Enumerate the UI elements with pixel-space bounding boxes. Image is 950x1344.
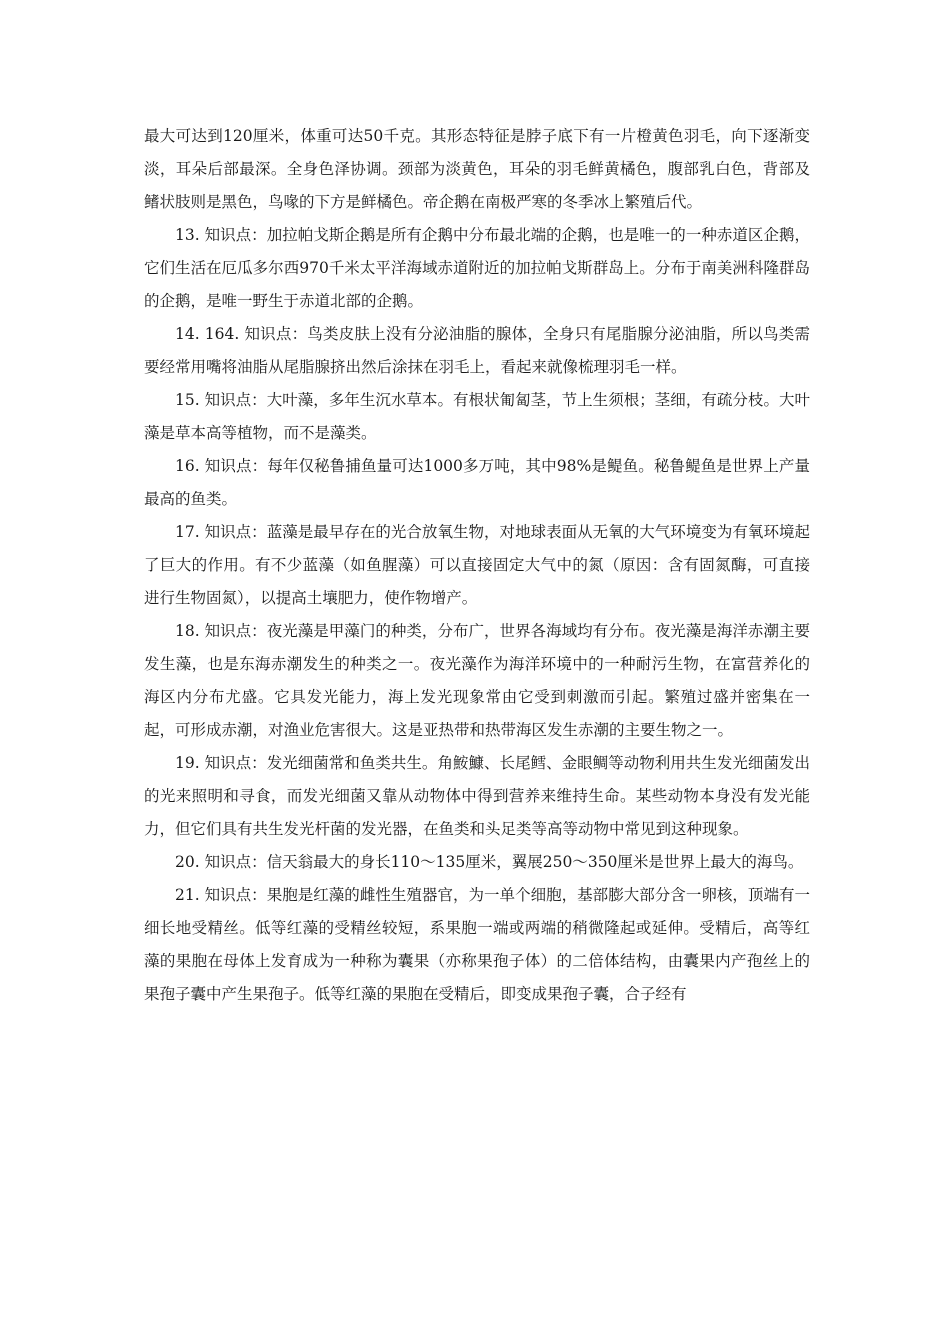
paragraph-19: 19. 知识点：发光细菌常和鱼类共生。角鮟鱇、长尾鳕、金眼鲷等动物利用共生发光细菌发出的光来照明和寻食，而发光细菌又靠从动物体中得到营养来维持生命。某些动物本身没有发光能力，但它们具有共生发光杆菌的发光器，在鱼类和头足类等高等动物中常见到这种现象。 xyxy=(144,754,810,838)
paragraph-15: 15. 知识点：大叶藻，多年生沉水草本。有根状匍匐茎，节上生须根；茎细，有疏分枝。大叶藻是草本高等植物，而不是藻类。 xyxy=(144,391,810,442)
paragraph-18: 18. 知识点：夜光藻是甲藻门的种类，分布广，世界各海域均有分布。夜光藻是海洋赤潮主要发生藻，也是东海赤潮发生的种类之一。夜光藻作为海洋环境中的一种耐污生物，在富营养化的海区内分布尤盛。它具发光能力，海上发光现象常由它受到刺激而引起。繁殖过盛并密集在一起，可形成赤潮，对渔业危害很大。这是亚热带和热带海区发生赤潮的主要生物之一。 xyxy=(144,622,810,739)
paragraph-14: 14. 164. 知识点：鸟类皮肤上没有分泌油脂的腺体，全身只有尾脂腺分泌油脂，所以鸟类需要经常用嘴将油脂从尾脂腺挤出然后涂抹在羽毛上，看起来就像梳理羽毛一样。 xyxy=(144,325,810,376)
paragraph-13: 13. 知识点：加拉帕戈斯企鹅是所有企鹅中分布最北端的企鹅，也是唯一的一种赤道区企鹅，它们生活在厄瓜多尔西970千米太平洋海域赤道附近的加拉帕戈斯群岛上。分布于南美洲科隆群岛的企鹅，是唯一野生于赤道北部的企鹅。 xyxy=(144,226,810,310)
paragraph-21: 21. 知识点：果胞是红藻的雌性生殖器官，为一单个细胞，基部膨大部分含一卵核，顶端有一细长地受精丝。低等红藻的受精丝较短，系果胞一端或两端的稍微隆起或延伸。受精后，高等红藻的果胞在母体上发育成为一种称为囊果（亦称果孢子体）的二倍体结构，由囊果内产孢丝上的果孢子囊中产生果孢子。低等红藻的果胞在受精后，即变成果孢子囊，合子经有 xyxy=(144,886,810,1003)
paragraph-continuation: 最大可达到120厘米，体重可达50千克。其形态特征是脖子底下有一片橙黄色羽毛，向下逐渐变淡，耳朵后部最深。全身色泽协调。颈部为淡黄色，耳朵的羽毛鲜黄橘色，腹部乳白色，背部及鳍状肢则是黑色，鸟喙的下方是鲜橘色。帝企鹅在南极严寒的冬季冰上繁殖后代。 xyxy=(144,127,810,211)
body-text xyxy=(144,120,810,1011)
paragraph-17: 17. 知识点：蓝藻是最早存在的光合放氧生物，对地球表面从无氧的大气环境变为有氧环境起了巨大的作用。有不少蓝藻（如鱼腥藻）可以直接固定大气中的氮（原因：含有固氮酶，可直接进行生物固氮），以提高土壤肥力，使作物增产。 xyxy=(144,523,810,607)
paragraph-16: 16. 知识点：每年仅秘鲁捕鱼量可达1000多万吨，其中98%是鳀鱼。秘鲁鳀鱼是世界上产量最高的鱼类。 xyxy=(144,457,810,508)
paragraph-20: 20. 知识点：信天翁最大的身长110～135厘米，翼展250～350厘米是世界上最大的海鸟。 xyxy=(175,853,804,871)
